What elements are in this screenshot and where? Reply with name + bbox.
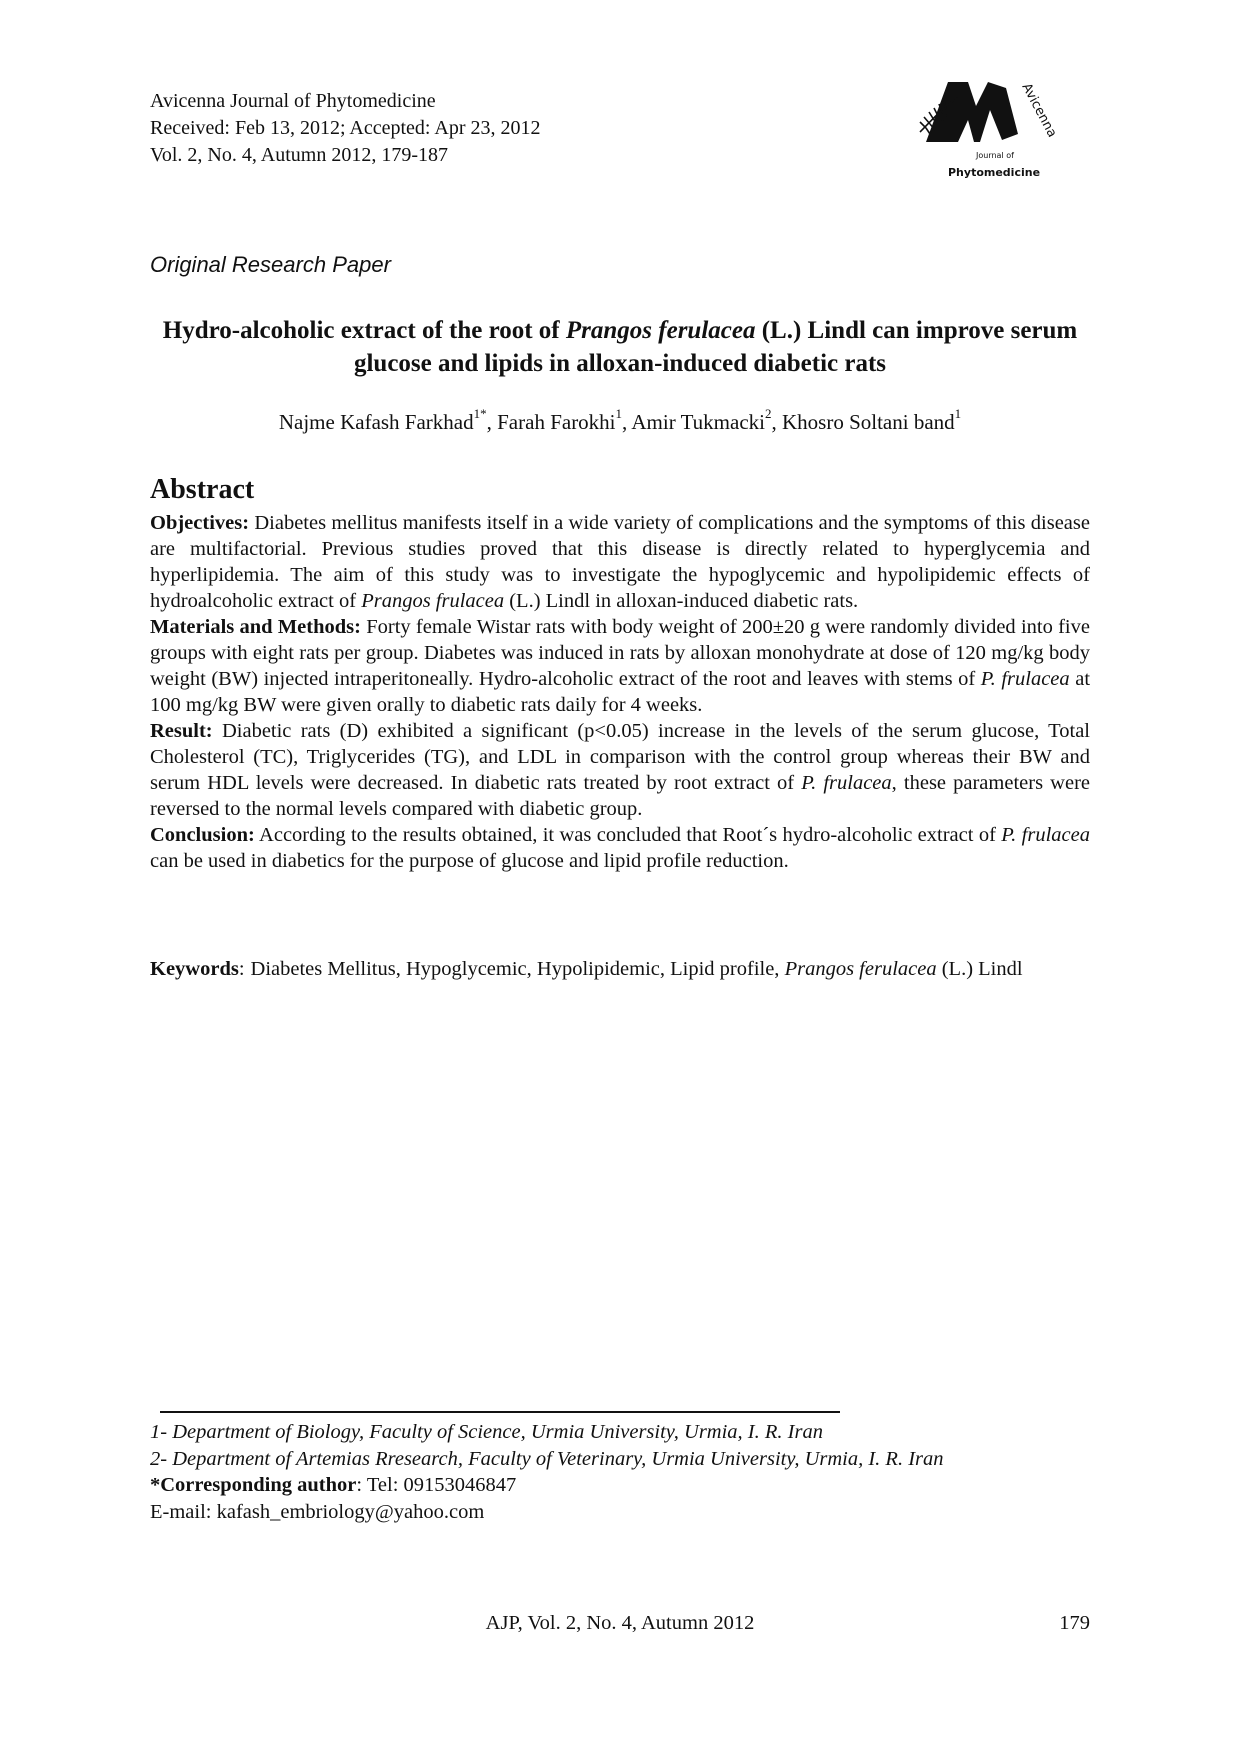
author: Khosro Soltani band$^1$ <box>781 406 962 434</box>
abstract-objectives: Objectives: Diabetes mellitus manifests itself in a wide variety of complications and the symptoms of this disease are multifactorial. Previous studies proved that this disease is directly related to hyperglycemia and hyperlipidemia. The aim of this study was to investigate the hypoglycemic and hypolipidemic effects of hydroalcoholic extract of Prangos frulacea (L.) Lindl in alloxan-induced diabetic rats. <box>150 512 1090 612</box>
paper-type: Original Research Paper <box>150 252 391 277</box>
keywords <box>150 956 1090 982</box>
received-accepted-dates: Received: Feb 13, 2012; Accepted: Apr 23, 2012 <box>150 117 541 139</box>
journal-logo <box>918 80 1058 182</box>
author-list <box>150 406 1090 435</box>
logo-brand-text: Avicenna <box>1018 80 1058 140</box>
journal-name: Avicenna Journal of Phytomedicine <box>150 90 436 112</box>
abstract-result: Result: Diabetic rats (D) exhibited a significant (p<0.05) increase in the levels of the serum glucose, Total Cholesterol (TC), Triglycerides (TG), and LDL in comparison with the control group whereas their BW and serum HDL levels were decreased. In diabetic rats treated by root extract of P. frulacea, these parameters were reversed to the normal levels compared with diabetic group. <box>150 720 1090 820</box>
footnotes <box>150 1419 944 1525</box>
corresponding-author: *Corresponding author: Tel: 09153046847 <box>150 1474 517 1496</box>
journal-header <box>150 88 540 169</box>
keywords-label: Keywords: <box>150 958 245 980</box>
keywords-text: Diabetes Mellitus, Hypoglycemic, Hypolipidemic, Lipid profile, Prangos ferulacea (L.) Lindl <box>250 958 1023 980</box>
author: Amir Tukmacki$^2$, <box>631 406 782 434</box>
abstract-body <box>150 510 1090 874</box>
page-footer <box>150 1612 1090 1635</box>
author: Najme Kafash Farkhad$^{1*}$, <box>278 406 498 434</box>
abstract-heading: Abstract <box>150 474 255 505</box>
volume-info: Vol. 2, No. 4, Autumn 2012, 179-187 <box>150 144 448 166</box>
footer-journal: AJP, Vol. 2, No. 4, Autumn 2012 <box>485 1612 755 1634</box>
abstract-conclusion: Conclusion: According to the results obtained, it was concluded that Root´s hydro-alcoholic extract of P. frulacea can be used in diabetics for the purpose of glucose and lipid profile reduction. <box>150 824 1090 872</box>
paper-title: Hydro-alcoholic extract of the root of Prangos ferulacea (L.) Lindl can improve serum glucose and lipids in alloxan-induced diabetic rats <box>162 317 1078 377</box>
logo-line1: Journal of <box>976 151 1014 160</box>
title-species: Prangos ferulacea <box>565 317 756 344</box>
page-number: 179 <box>1059 1612 1090 1634</box>
avicenna-logo-icon <box>918 80 1058 182</box>
abstract-methods: Materials and Methods: Forty female Wistar rats with body weight of 200±20 g were randomly divided into five groups with eight rats per group. Diabetes was induced in rats by alloxan monohydrate at dose of 120 mg/kg body weight (BW) injected intraperitoneally. Hydro-alcoholic extract of the root and leaves with stems of P. frulacea at 100 mg/kg BW were given orally to diabetic rats daily for 4 weeks. <box>150 616 1091 716</box>
logo-line2: Phytomedicine <box>948 166 1041 179</box>
author: Farah Farokhi$^1$, <box>497 406 632 434</box>
author-email: E-mail: kafash_embriology@yahoo.com <box>150 1500 485 1523</box>
affiliation-2: 2- Department of Artemias Rresearch, Faculty of Veterinary, Urmia University, Urmia, I. R. Iran <box>150 1447 944 1470</box>
affiliation-1: 1- Department of Biology, Faculty of Science, Urmia University, Urmia, I. R. Iran <box>150 1421 823 1443</box>
footnote-divider <box>160 1411 840 1413</box>
